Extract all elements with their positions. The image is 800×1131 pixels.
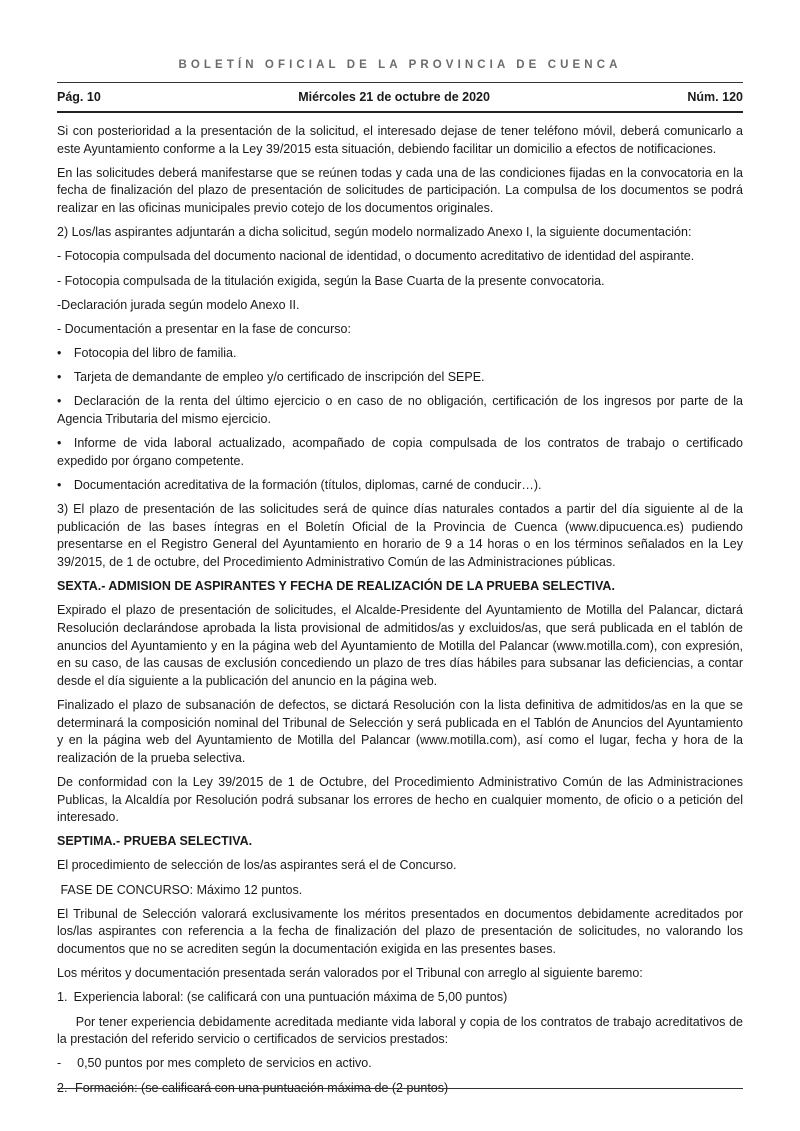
list-item: - Documentación a presentar en la fase de concurso: xyxy=(57,321,351,336)
list-item: - Fotocopia compulsada del documento nacional de identidad, o documento acreditativo de identidad del aspirante. xyxy=(57,249,695,264)
paragraph: Expirado el plazo de presentación de solicitudes, el Alcalde-Presidente del Ayuntamiento de Motilla del Palancar, dictará Resolución declarándose aprobada la lista provisional de admitidos/as y excluidos/as, que será publicada en el tablón de anuncios del Ayuntamiento y en la página web del Ayuntamiento de Motilla del Palancar (www.motilla.com), con expresión, en su caso, de las causas de exclusión concediendo un plazo de tres días hábiles para subsanar las deficiencias, a contar desde el día siguiente a la publicación del anuncio en la página web. xyxy=(57,603,743,688)
bullet-item: • Declaración de la renta del último ejercicio o en caso de no obligación, certificación de los ingresos por parte de la Agencia Tributaria del mismo ejercicio. xyxy=(57,394,743,427)
paragraph: El procedimiento de selección de los/as aspirantes será el de Concurso. xyxy=(57,858,457,873)
paragraph: Si con posterioridad a la presentación de la solicitud, el interesado dejase de tener teléfono móvil, deberá comunicarlo a este Ayuntamiento conforme a la Ley 39/2015 esta situación, debiendo facilitar un domicilio a efectos de notificaciones. xyxy=(57,124,743,156)
paragraph: Los méritos y documentación presentada serán valorados por el Tribunal con arreglo al siguiente baremo: xyxy=(57,966,643,981)
publication-title: BOLETÍN OFICIAL DE LA PROVINCIA DE CUENCA xyxy=(178,59,622,71)
bullet-item: • Fotocopia del libro de familia. xyxy=(57,346,237,361)
document-body xyxy=(57,123,743,1104)
page-number: Pág. 10 xyxy=(57,90,101,104)
list-item: - Fotocopia compulsada de la titulación exigida, según la Base Cuarta de la presente convocatoria. xyxy=(57,273,605,288)
paragraph: FASE DE CONCURSO: Máximo 12 puntos. xyxy=(57,882,303,897)
header-rule xyxy=(57,111,743,113)
list-item: 2.- Formación: (se calificará con una puntuación máxima de (2 puntos) xyxy=(57,1080,449,1095)
issue-number: Núm. 120 xyxy=(687,90,743,104)
list-item: -Declaración jurada según modelo Anexo II. xyxy=(57,297,300,312)
paragraph: En las solicitudes deberá manifestarse que se reúnen todas y cada una de las condiciones fijadas en la convocatoria en la fecha de finalización del plazo de presentación de solicitudes de participación. La compulsa de los documentos se podrá realizar en las oficinas municipales previo cotejo de los documentos originales. xyxy=(57,165,743,215)
issue-date: Miércoles 21 de octubre de 2020 xyxy=(298,90,490,104)
paragraph: El Tribunal de Selección valorará exclusivamente los méritos presentados en documentos debidamente acreditados por los/las aspirantes con referencia a la fecha de finalización del plazo de presentación de solicitudes, no valorando los documentos que no se acrediten según la documentación exigida en las presentes bases. xyxy=(57,906,743,957)
paragraph: 3) El plazo de presentación de las solicitudes será de quince días naturales contados a partir del día siguiente al de la publicación de las bases íntegras en el Boletín Oficial de la Provincia de Cuenca (www.dipucuenca.es) pudiendo presentarse en el Registro General del Ayuntamiento en horario de 9 a 14 horas o en los términos señalados en la Ley 39/2015, de 1 de octubre, del Procedimiento Administrativo Común de las Administraciones públicas. xyxy=(57,502,743,569)
paragraph: De conformidad con la Ley 39/2015 de 1 de Octubre, del Procedimiento Administrativo Común de las Administraciones Publicas, la Alcaldía por Resolución podrá subsanar los errores de hecho en cualquier momento, de oficio o a petición del interesado. xyxy=(57,774,743,825)
paragraph: 2) Los/las aspirantes adjuntarán a dicha solicitud, según modelo normalizado Anexo I, la siguiente documentación: xyxy=(57,225,692,240)
publication-masthead xyxy=(57,56,743,73)
paragraph: Por tener experiencia debidamente acreditada mediante vida laboral y copia de los contratos de trabajo acreditativos de la prestación del referido servicio o certificados de servicios prestados: xyxy=(57,1014,743,1047)
list-item: - 0,50 puntos por mes completo de servicios en activo. xyxy=(57,1056,372,1071)
footer-rule xyxy=(57,1088,743,1089)
list-item: 1. Experiencia laboral: (se calificará con una puntuación máxima de 5,00 puntos) xyxy=(57,990,508,1005)
bullet-item: • Tarjeta de demandante de empleo y/o certificado de inscripción del SEPE. xyxy=(57,370,485,385)
page-header xyxy=(57,89,743,105)
bullet-item: • Documentación acreditativa de la formación (títulos, diplomas, carné de conducir…). xyxy=(57,478,542,493)
section-heading: SEPTIMA.- PRUEBA SELECTIVA. xyxy=(57,834,253,849)
masthead-rule xyxy=(57,82,743,83)
section-heading: SEXTA.- ADMISION DE ASPIRANTES Y FECHA DE REALIZACIÓN DE LA PRUEBA SELECTIVA. xyxy=(57,579,615,594)
bullet-item: • Informe de vida laboral actualizado, acompañado de copia compulsada de los contratos de trabajo o certificado expedido por órgano competente. xyxy=(57,436,743,468)
paragraph: Finalizado el plazo de subsanación de defectos, se dictará Resolución con la lista definitiva de admitidos/as en la que se determinará la composición nominal del Tribunal de Selección y será publicada en el Tablón de Anuncios del Ayuntamiento y en la página web del Ayuntamiento de Motilla del Palancar (www.motilla.com), así como el lugar, fecha y hora de la realización de la prueba selectiva. xyxy=(57,697,743,765)
